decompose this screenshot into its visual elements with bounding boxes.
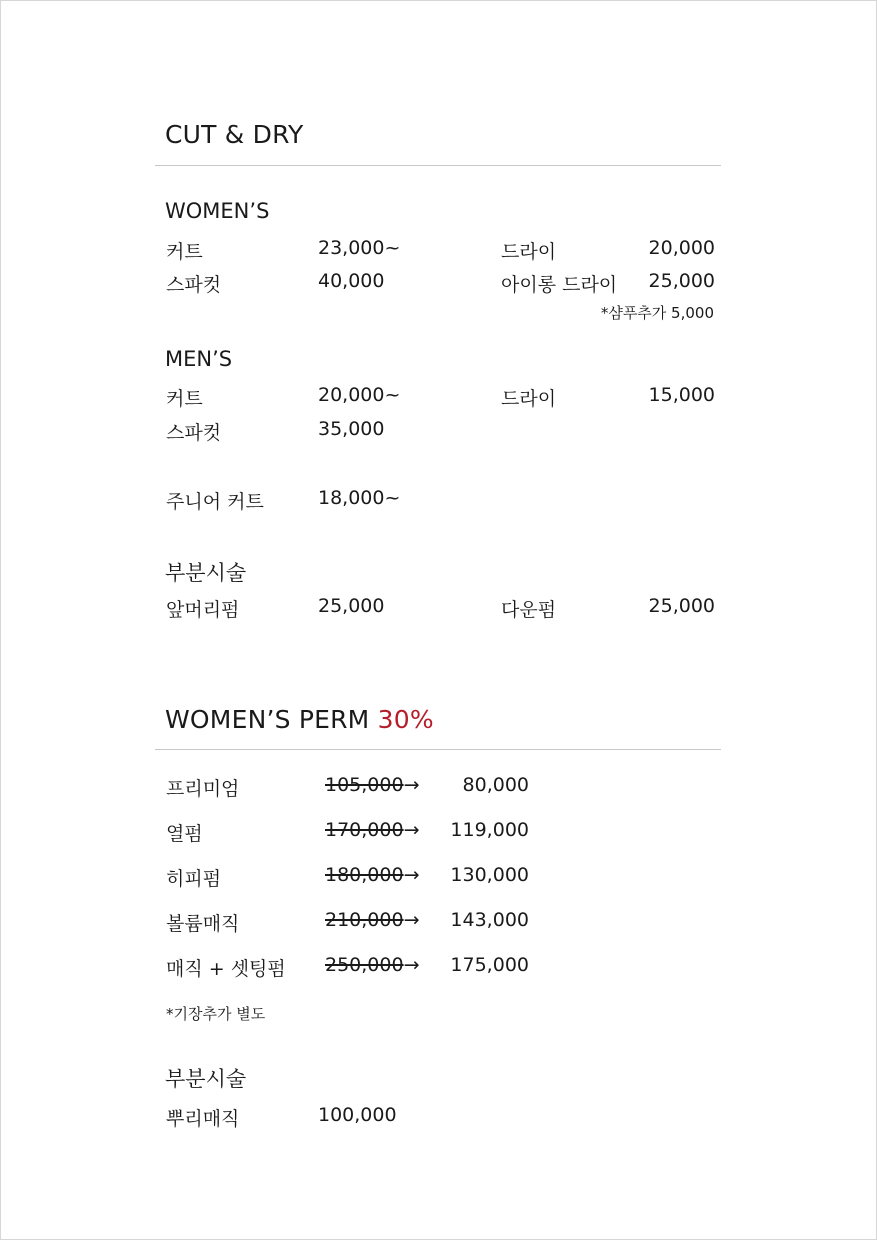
section-divider (155, 749, 721, 750)
discount-badge: 30% (377, 705, 434, 734)
menu-item-price: 15,000 (648, 384, 715, 406)
partial-heading: 부분시술 (165, 561, 247, 585)
menu-item-name: 드라이 (501, 241, 557, 263)
old-price: 250,000 (325, 954, 404, 976)
arrow-icon: → (403, 819, 420, 841)
new-price: 80,000 (462, 774, 529, 796)
arrow-icon: → (403, 864, 420, 886)
menu-item-name: 스파컷 (166, 422, 222, 444)
menu-item-name: 다운펌 (501, 599, 557, 621)
menu-item-price: 100,000 (318, 1104, 397, 1126)
old-price: 210,000 (325, 909, 404, 931)
perm-item-name: 열펌 (166, 823, 203, 845)
menu-item-name: 스파컷 (166, 274, 222, 296)
menu-item-name: 앞머리펌 (166, 599, 240, 621)
perm-item-name: 볼륨매직 (166, 913, 240, 935)
menu-item-price: 18,000~ (318, 487, 401, 509)
section-divider (155, 165, 721, 166)
perm-item-name: 매직 + 셋팅펌 (166, 958, 286, 980)
perm-price-change (325, 774, 420, 796)
perm-price-change (325, 819, 420, 841)
new-price: 130,000 (450, 864, 529, 886)
old-price: 180,000 (325, 864, 404, 886)
menu-item-name: 커트 (166, 241, 203, 263)
menu-item-price: 23,000~ (318, 237, 401, 259)
old-price: 105,000 (325, 774, 404, 796)
new-price: 119,000 (450, 819, 529, 841)
womens-heading: WOMEN’S (165, 199, 270, 223)
shampoo-note: *샴푸추가 5,000 (600, 304, 714, 322)
menu-item-price: 25,000 (648, 270, 715, 292)
perm-item-name: 프리미엄 (166, 778, 240, 800)
partial-heading: 부분시술 (165, 1067, 247, 1091)
menu-item-price: 20,000 (648, 237, 715, 259)
arrow-icon: → (403, 954, 420, 976)
menu-item-price: 35,000 (318, 418, 385, 440)
menu-item-price: 25,000 (648, 595, 715, 617)
menu-item-name: 커트 (166, 388, 203, 410)
section-title-cut-dry: CUT & DRY (165, 120, 304, 149)
length-note: *기장추가 별도 (166, 1005, 266, 1023)
new-price: 175,000 (450, 954, 529, 976)
menu-item-name: 뿌리매직 (166, 1108, 240, 1130)
arrow-icon: → (403, 774, 420, 796)
menu-item-price: 20,000~ (318, 384, 401, 406)
section-title-womens-perm (165, 705, 434, 734)
perm-price-change (325, 864, 420, 886)
womens-perm-title: WOMEN’S PERM (165, 705, 370, 734)
menu-item-price: 40,000 (318, 270, 385, 292)
perm-item-name: 히피펌 (166, 868, 222, 890)
arrow-icon: → (403, 909, 420, 931)
menu-item-name: 주니어 커트 (166, 491, 264, 513)
old-price: 170,000 (325, 819, 404, 841)
mens-heading: MEN’S (165, 347, 233, 371)
perm-price-change (325, 909, 420, 931)
menu-item-name: 아이롱 드라이 (501, 274, 618, 296)
menu-item-price: 25,000 (318, 595, 385, 617)
perm-price-change (325, 954, 420, 976)
new-price: 143,000 (450, 909, 529, 931)
menu-item-name: 드라이 (501, 388, 557, 410)
